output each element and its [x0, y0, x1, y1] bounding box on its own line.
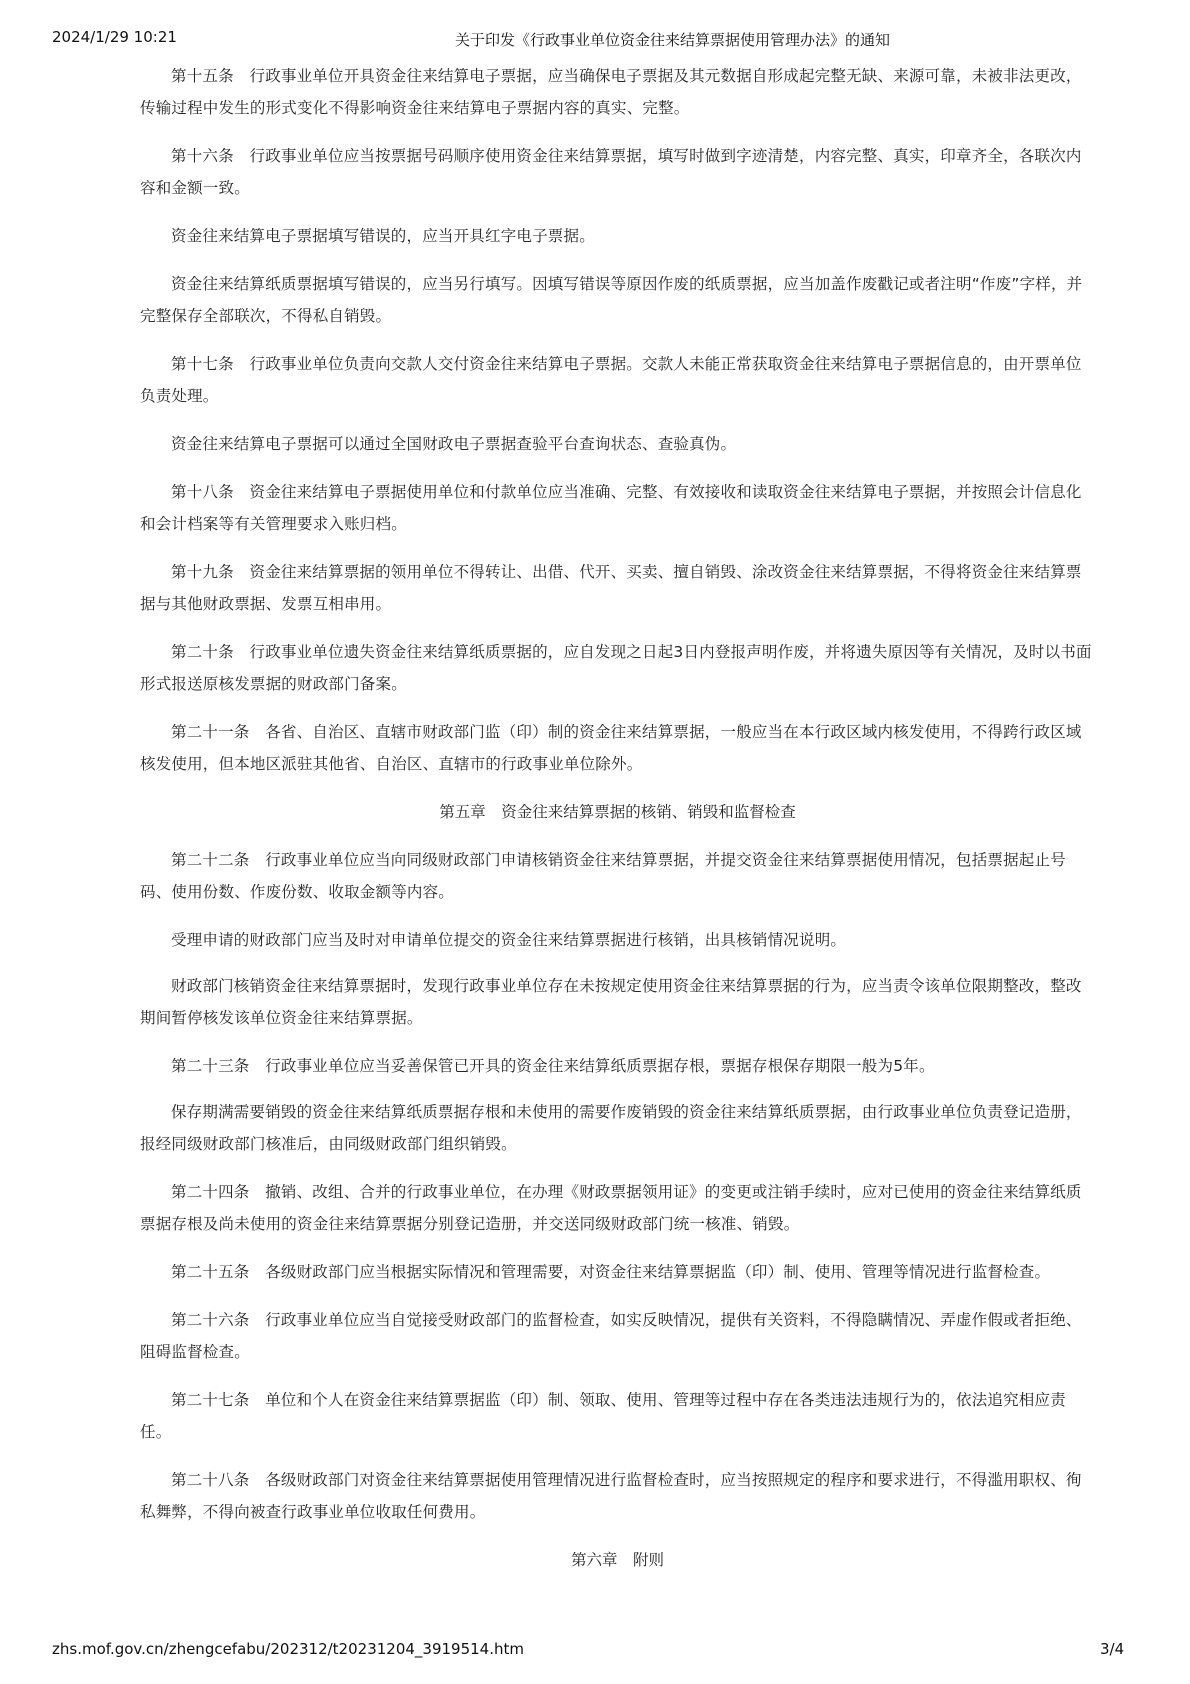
article-22: 第二十二条 行政事业单位应当向同级财政部门申请核销资金往来结算票据，并提交资金往来结算票据使用情况，包括票据起止号码、使用份数、作废份数、收取金额等内容。: [140, 851, 1066, 901]
article-15: 第十五条 行政事业单位开具资金往来结算电子票据，应当确保电子票据及其元数据自形成起完整无缺、来源可靠，未被非法更改，传输过程中发生的形式变化不得影响资金往来结算电子票据内容的真实、完整。: [140, 67, 1082, 117]
chapter-6-heading: 第六章 附则: [570, 1551, 664, 1569]
article-24: 第二十四条 撤销、改组、合并的行政事业单位，在办理《财政票据领用证》的变更或注销手续时，应对已使用的资金往来结算纸质票据存根及尚未使用的资金往来结算票据分别登记造册，并交送同级财政部门统一核准、销毁。: [140, 1183, 1082, 1233]
article-18: 第十八条 资金往来结算电子票据使用单位和付款单位应当准确、完整、有效接收和读取资金往来结算电子票据，并按照会计信息化和会计档案等有关管理要求入账归档。: [140, 483, 1082, 533]
article-28: 第二十八条 各级财政部门对资金往来结算票据使用管理情况进行监督检查时，应当按照规定的程序和要求进行，不得滥用职权、徇私舞弊，不得向被查行政事业单位收取任何费用。: [140, 1471, 1082, 1521]
print-footer-url: zhs.mof.gov.cn/zhengcefabu/202312/t20231204_3919514.htm: [52, 1640, 524, 1658]
article-16: 第十六条 行政事业单位应当按票据号码顺序使用资金往来结算票据，填写时做到字迹清楚，内容完整、真实，印章齐全，各联次内容和金额一致。: [140, 147, 1082, 197]
chapter-5-heading: 第五章 资金往来结算票据的核销、销毁和监督检查: [439, 803, 796, 821]
article-17-paragraph-2: 资金往来结算电子票据可以通过全国财政电子票据查验平台查询状态、查验真伪。: [171, 435, 737, 453]
article-20: 第二十条 行政事业单位遗失资金往来结算纸质票据的，应自发现之日起3日内登报声明作废，并将遗失原因等有关情况，及时以书面形式报送原核发票据的财政部门备案。: [140, 643, 1092, 693]
article-22-paragraph-3: 财政部门核销资金往来结算票据时，发现行政事业单位存在未按规定使用资金往来结算票据的行为，应当责令该单位限期整改，整改期间暂停核发该单位资金往来结算票据。: [140, 977, 1082, 1027]
print-header-datetime: 2024/1/29 10:21: [52, 28, 177, 46]
article-25: 第二十五条 各级财政部门应当根据实际情况和管理需要，对资金往来结算票据监（印）制、使用、管理等情况进行监督检查。: [171, 1263, 1051, 1281]
article-17: 第十七条 行政事业单位负责向交款人交付资金往来结算电子票据。交款人未能正常获取资金往来结算电子票据信息的，由开票单位负责处理。: [140, 355, 1082, 405]
print-header-title: 关于印发《行政事业单位资金往来结算票据使用管理办法》的通知: [455, 31, 891, 49]
article-23-paragraph-2: 保存期满需要销毁的资金往来结算纸质票据存根和未使用的需要作废销毁的资金往来结算纸质票据，由行政事业单位负责登记造册，报经同级财政部门核准后，由同级财政部门组织销毁。: [140, 1103, 1082, 1153]
article-23: 第二十三条 行政事业单位应当妥善保管已开具的资金往来结算纸质票据存根，票据存根保存期限一般为5年。: [171, 1057, 935, 1075]
article-26: 第二十六条 行政事业单位应当自觉接受财政部门的监督检查，如实反映情况，提供有关资料，不得隐瞒情况、弄虚作假或者拒绝、阻碍监督检查。: [140, 1311, 1082, 1361]
article-21: 第二十一条 各省、自治区、直辖市财政部门监（印）制的资金往来结算票据，一般应当在本行政区域内核发使用，不得跨行政区域核发使用，但本地区派驻其他省、自治区、直辖市的行政事业单位除外。: [140, 723, 1082, 773]
article-22-paragraph-2: 受理申请的财政部门应当及时对申请单位提交的资金往来结算票据进行核销，出具核销情况说明。: [171, 931, 847, 949]
print-footer-page-number: 3/4: [1100, 1640, 1125, 1658]
document-body: [140, 60, 1095, 1592]
article-16-paragraph-3: 资金往来结算纸质票据填写错误的，应当另行填写。因填写错误等原因作废的纸质票据，应当加盖作废戳记或者注明“作废”字样，并完整保存全部联次，不得私自销毁。: [140, 275, 1083, 325]
article-16-paragraph-2: 资金往来结算电子票据填写错误的，应当开具红字电子票据。: [171, 227, 595, 245]
article-27: 第二十七条 单位和个人在资金往来结算票据监（印）制、领取、使用、管理等过程中存在各类违法违规行为的，依法追究相应责任。: [140, 1391, 1066, 1441]
article-19: 第十九条 资金往来结算票据的领用单位不得转让、出借、代开、买卖、擅自销毁、涂改资金往来结算票据，不得将资金往来结算票据与其他财政票据、发票互相串用。: [140, 563, 1082, 613]
